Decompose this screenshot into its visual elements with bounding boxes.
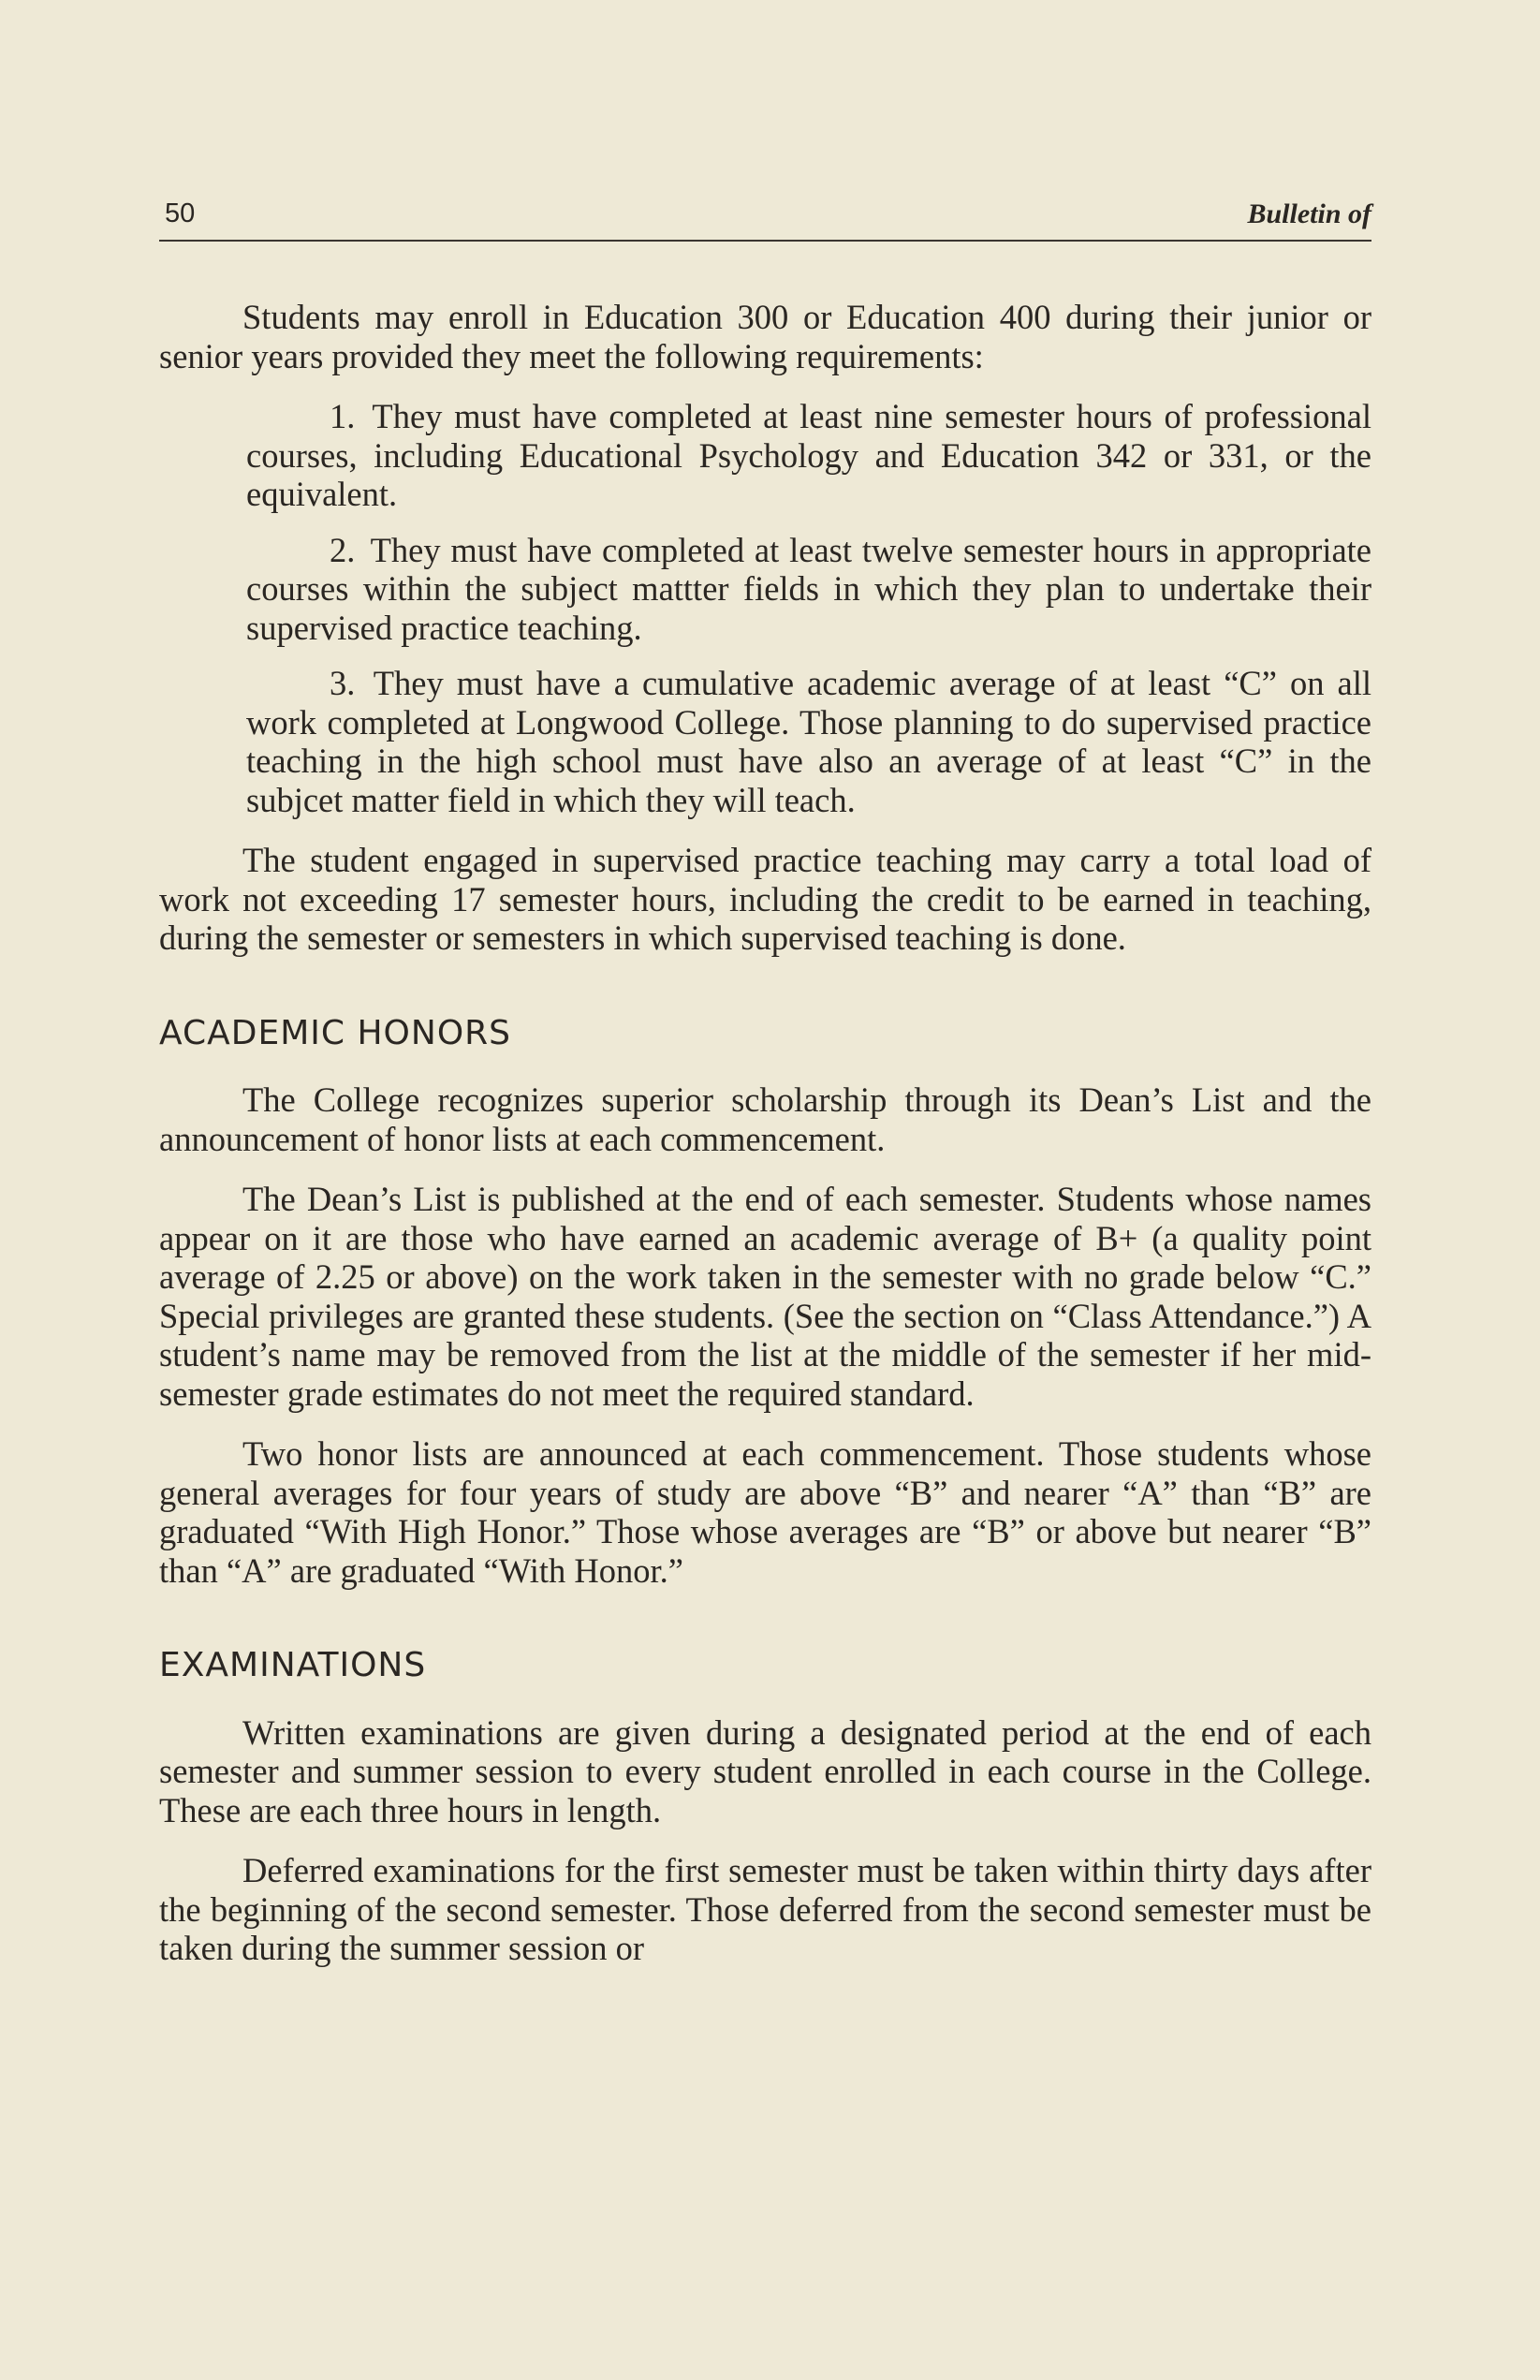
list-item [246,397,1371,514]
list-item-text: They must have a cumulative academic average of at least “C” on all work completed at Longwood College. Those planning to do supervised practice teaching in the high school must have also an average of at least “C” in the subjcet matter field in which they will teach. [246,664,1371,819]
paragraph: The College recognizes superior scholarship through its Dean’s List and the announcement of honor lists at each commencement. [159,1080,1371,1158]
section-heading-academic-honors: ACADEMIC HONORS [159,1013,512,1052]
paragraph: Written examinations are given during a designated period at the end of each semester and summer session to every student enrolled in each course in the College. These are each three hours in length. [159,1712,1371,1829]
paragraph: The Dean’s List is published at the end of each semester. Students whose names appear on it are those who have earned an academic average of B+ (a quality point average of 2.25 or above) on the work taken in the semester with no grade below “C.” Special privileges are granted these students. (See the section on “Class Attendance.”) A student’s name may be removed from the list at the middle of the semester if her mid-semester grade estimates do not meet the required standard. [159,1180,1371,1413]
paragraph: Two honor lists are announced at each commencement. Those students whose general averages for four years of study are above “B” and nearer “A” than “B” are graduated “With High Honor.” Those whose averages are “B” or above but nearer “B” than “A” are graduated “With Honor.” [159,1434,1371,1590]
list-item-text: They must have completed at least nine semester hours of professional courses, including Educational Psychology and Education 342 or 331, or the equivalent. [246,397,1371,513]
list-item-text: They must have completed at least twelve semester hours in appropriate courses within the subject mattter fields in which they plan to undertake their supervised practice teaching. [246,530,1371,647]
list-item-number: 1. [330,397,356,435]
paragraph: Deferred examinations for the first semester must be taken within thirty days after the beginning of the second semester. Those deferred from the second semester must be taken during the summer session or [159,1851,1371,1967]
page-header [159,193,1371,242]
page-number: 50 [165,198,196,228]
section-heading-examinations: EXAMINATIONS [159,1646,427,1684]
running-head: Bulletin of [1247,198,1371,229]
load-paragraph: The student engaged in supervised practice teaching may carry a total load of work not exceeding 17 semester hours, including the credit to be earned in teaching, during the semester or semesters in which supervised teaching is done. [159,841,1371,957]
intro-paragraph: Students may enroll in Education 300 or Education 400 during their junior or senior years provided they meet the following requirements: [159,298,1371,375]
list-item [246,664,1371,819]
list-item [246,531,1371,648]
body-text [159,298,1371,1990]
list-item-number: 2. [330,530,356,569]
requirements-list [159,397,1371,819]
list-item-number: 3. [330,664,356,702]
